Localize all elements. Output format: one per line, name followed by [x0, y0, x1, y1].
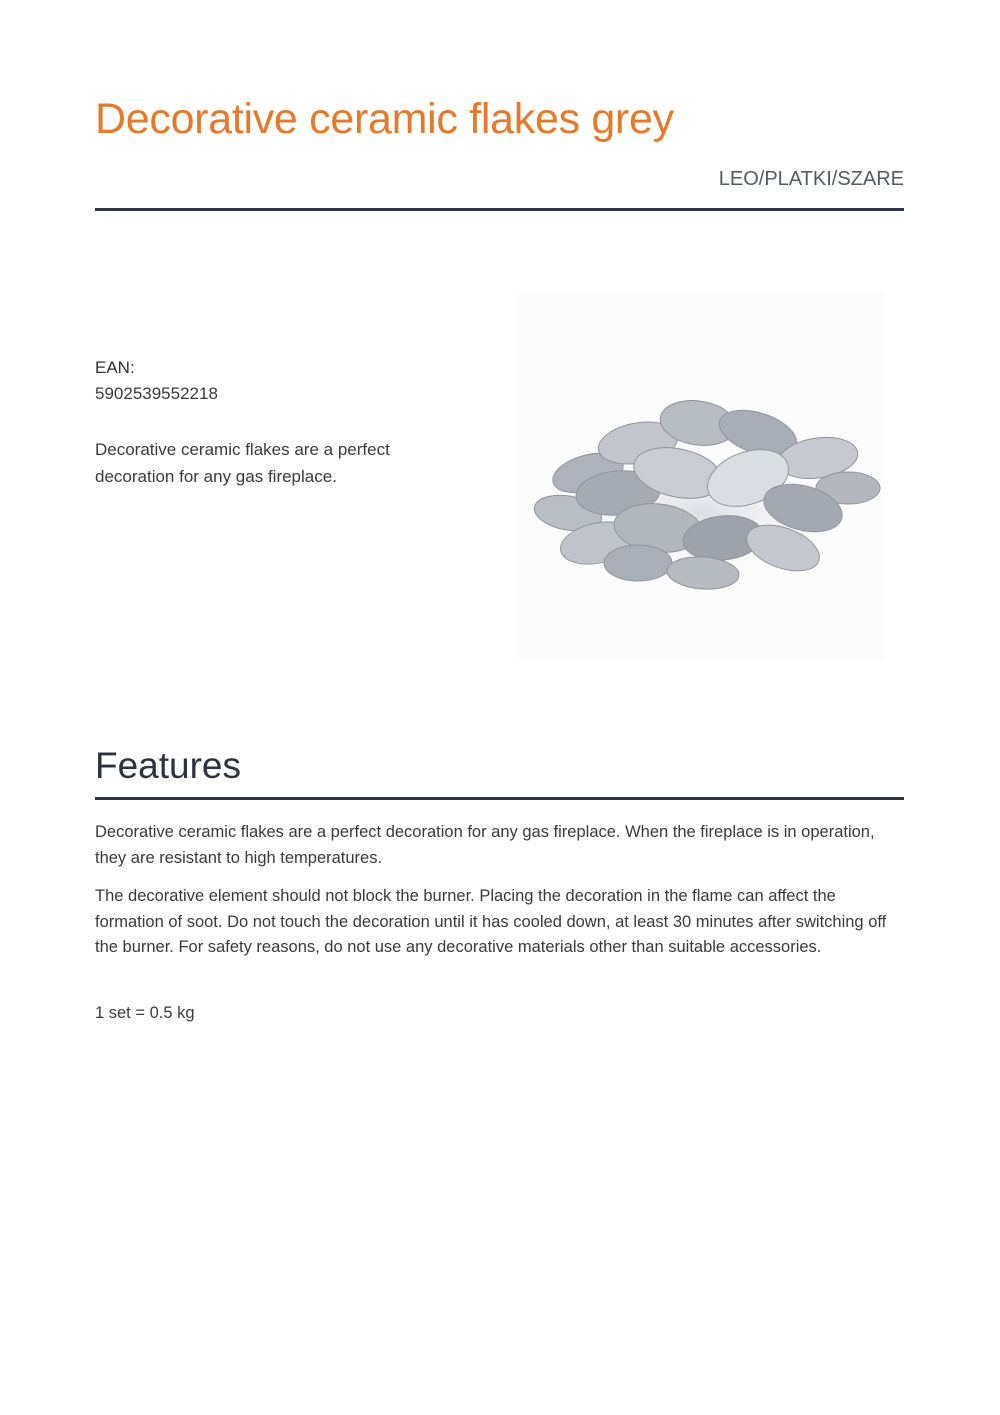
- features-divider: [95, 797, 904, 800]
- ean-label: EAN:: [95, 358, 135, 377]
- features-weight: 1 set = 0.5 kg: [95, 1004, 195, 1022]
- ean-value: 5902539552218: [95, 384, 218, 403]
- product-intro: Decorative ceramic flakes are a perfect decoration for any gas fireplace.: [95, 440, 390, 486]
- product-title: Decorative ceramic flakes grey: [95, 95, 674, 143]
- ceramic-flakes-pile-illustration: [518, 293, 884, 661]
- header-divider: [95, 208, 904, 211]
- product-image: [518, 293, 884, 661]
- features-heading: Features: [95, 745, 242, 786]
- features-paragraph: Decorative ceramic flakes are a perfect decoration for any gas fireplace. When the fireplace is in operation, they are resistant to high temperatures.: [95, 823, 875, 867]
- features-paragraph: The decorative element should not block the burner. Placing the decoration in the flame can affect the formation of soot. Do not touch the decoration until it has cooled down, at least 30 minutes after switching off the burner. For safety reasons, do not use any decorative materials other than suitable accessories.: [95, 887, 887, 956]
- product-sku: LEO/PLATKI/SZARE: [718, 168, 904, 190]
